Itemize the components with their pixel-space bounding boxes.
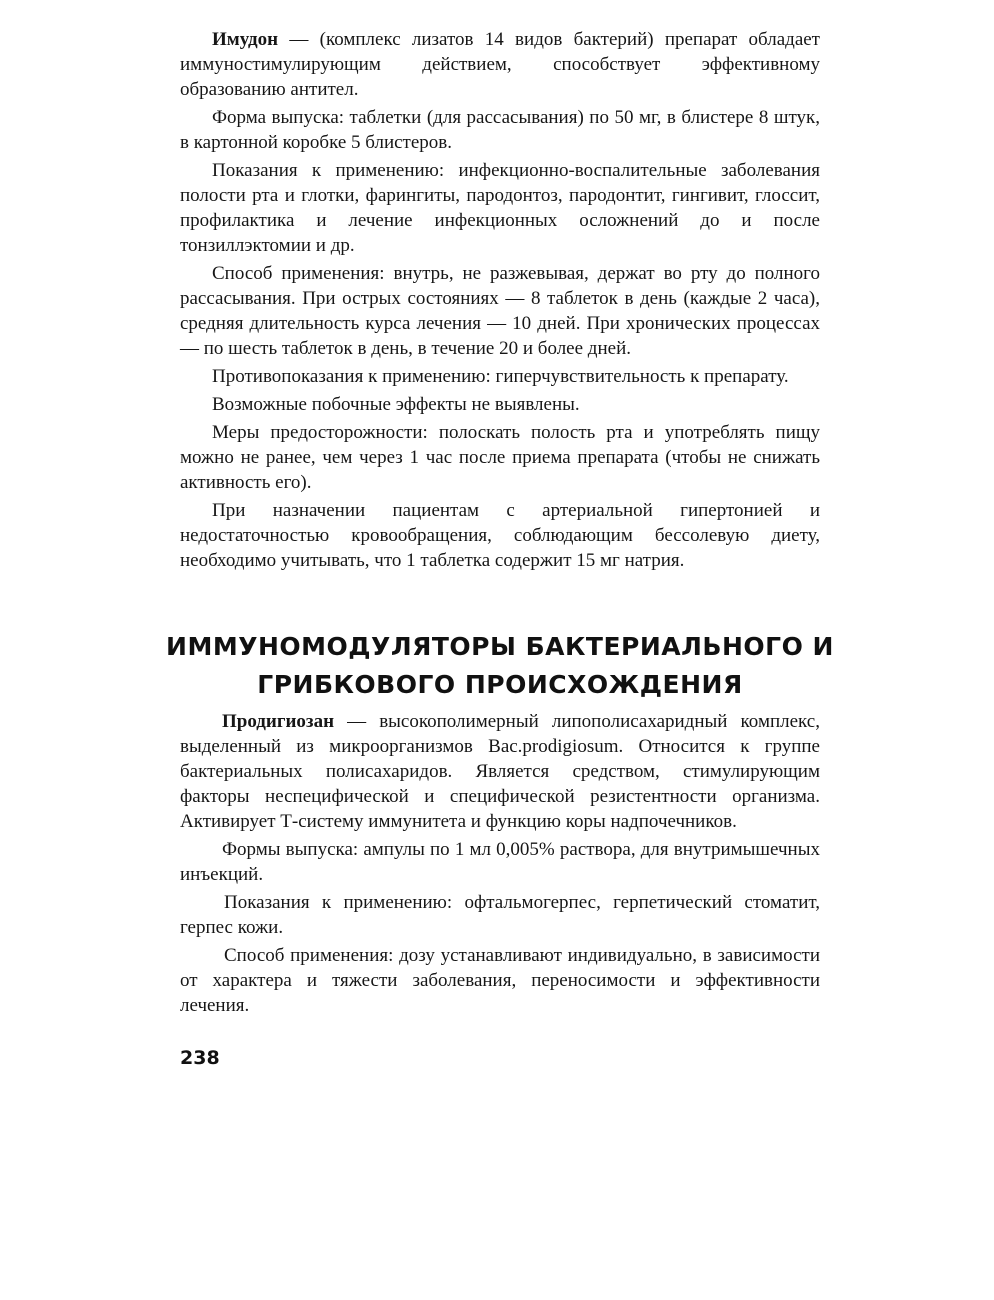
- section-heading: [140, 628, 860, 704]
- imudon-definition: — (комплекс лизатов 14 видов бактерий) препарат обладает иммуностимулирующим действием, способствует эффективному образованию антител.: [180, 29, 820, 100]
- prodigiozan-section: [180, 709, 820, 1021]
- prodigiozan-release-forms: Формы выпуска: ампулы по 1 мл 0,005% раствора, для внутримышечных инъекций.: [180, 839, 820, 885]
- prodigiozan-description: [180, 709, 820, 834]
- page-number: 238: [180, 1047, 220, 1069]
- prodigiozan-definition: — высокополимерный липополисахаридный комплекс, выделенный из микроорганизмов Bac.prodigiosum. Относится к группе бактериальных полисахаридов. Является средством, стимулирующим факторы неспецифической и специфической резистентности организма. Активирует Т-систему иммунитета и функцию коры надпочечников.: [180, 711, 820, 832]
- imudon-usage: Способ применения: внутрь, не разжевывая, держат во рту до полного рассасывания. При острых состояниях — 8 таблеток в день (каждые 2 часа), средняя длительность курса лечения — 10 дней. При хронических процессах — по шесть таблеток в день, в течение 20 и более дней.: [180, 263, 820, 359]
- imudon-side-effects: Возможные побочные эффекты не выявлены.: [212, 394, 580, 415]
- prodigiozan-usage: Способ применения: дозу устанавливают индивидуально, в зависимости от характера и тяжести заболевания, переносимости и эффективности лечения.: [180, 945, 820, 1016]
- imudon-section: [180, 27, 820, 576]
- imudon-description: [180, 27, 820, 102]
- imudon-contraindications: Противопоказания к применению: гиперчувствительность к препарату.: [212, 366, 789, 387]
- imudon-term: Имудон: [212, 29, 279, 50]
- imudon-indications: Показания к применению: инфекционно-воспалительные заболевания полости рта и глотки, фарингиты, пародонтоз, пародонтит, гингивит, глоссит, профилактика и лечение инфекционных осложнений до и после тонзиллэктомии и др.: [180, 160, 820, 256]
- section-heading-line-2: ГРИБКОВОГО ПРОИСХОЖДЕНИЯ: [257, 670, 743, 699]
- imudon-sodium-note: При назначении пациентам с артериальной гипертонией и недостаточностью кровообращения, соблюдающим бессолевую диету, необходимо учитывать, что 1 таблетка содержит 15 мг натрия.: [180, 500, 820, 571]
- prodigiozan-term: Продигиозан: [222, 711, 335, 732]
- prodigiozan-indications: Показания к применению: офтальмогерпес, герпетический стоматит, герпес кожи.: [180, 892, 820, 938]
- section-heading-line-1: ИММУНОМОДУЛЯТОРЫ БАКТЕРИАЛЬНОГО И: [166, 632, 834, 661]
- imudon-release-form: Форма выпуска: таблетки (для рассасывания) по 50 мг, в блистере 8 штук, в картонной коробке 5 блистеров.: [180, 107, 820, 153]
- imudon-precautions: Меры предосторожности: полоскать полость рта и употреблять пищу можно не ранее, чем через 1 час после приема препарата (чтобы не снижать активность его).: [180, 422, 820, 493]
